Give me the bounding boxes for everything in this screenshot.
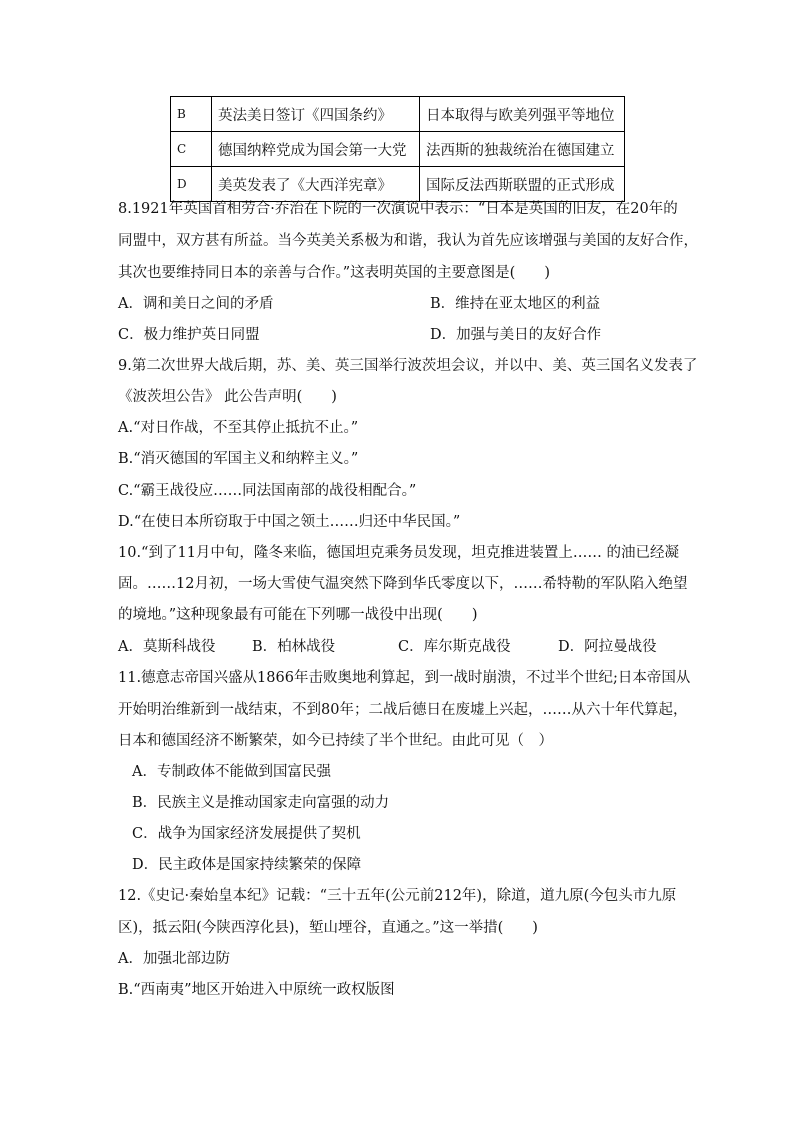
q11-option-d: D．民主政体是国家持续繁荣的保障	[132, 857, 362, 873]
q9-option-d: D.“在使日本所窃取于中国之领土……归还中华民国。”	[118, 514, 461, 530]
table-cell-event: 德国纳粹党成为国会第一大党	[212, 132, 420, 167]
table-cell-letter: B	[171, 97, 212, 132]
table-cell-result: 日本取得与欧美列强平等地位	[420, 97, 625, 132]
q10-option-d: D．阿拉曼战役	[558, 639, 657, 655]
q8-option-a: A．调和美日之间的矛盾	[118, 296, 274, 312]
q10-option-a: A．莫斯科战役	[118, 639, 216, 655]
question-8-text: 8.1921年英国首相劳合·乔治在下院的一次演说中表示：“日本是英国的旧友，在20年的	[118, 201, 678, 217]
table-row	[171, 132, 625, 167]
question-9-text: 9.第二次世界大战后期，苏、美、英三国举行波茨坦会议，并以中、美、英三国名义发表了	[118, 358, 698, 374]
table-cell-event: 美英发表了《大西洋宪章》	[212, 167, 420, 202]
table-row	[171, 167, 625, 202]
q12-option-b: B.“西南夷”地区开始进入中原统一政权版图	[118, 982, 395, 998]
table-cell-event: 英法美日签订《四国条约》	[212, 97, 420, 132]
question-11-text: 开始明治维新到一战结束，不到80年；二战后德日在废墟上兴起，……从六十年代算起，	[118, 702, 688, 718]
question-9-text: 《波茨坦公告》 此公告声明( )	[118, 389, 337, 405]
question-8-text: 其次也要维持同日本的亲善与合作。”这表明英国的主要意图是( )	[118, 265, 550, 281]
q11-option-c: C．战争为国家经济发展提供了契机	[132, 826, 361, 842]
table-cell-result: 国际反法西斯联盟的正式形成	[420, 167, 625, 202]
q8-option-c: C．极力维护英日同盟	[118, 327, 260, 343]
question-8-text: 同盟中，双方甚有所益。当今英美关系极为和谐，我认为首先应该增强与美国的友好合作，	[118, 233, 698, 249]
q9-option-c: C.“霸王战役应……同法国南部的战役相配合。”	[118, 483, 417, 499]
table-cell-letter: D	[171, 167, 212, 202]
question-10-text: 的境地。”这种现象最有可能在下列哪一战役中出现( )	[118, 607, 478, 623]
q9-option-b: B.“消灭德国的军国主义和纳粹主义。”	[118, 451, 359, 467]
options-table	[170, 96, 625, 202]
question-11-text: 11.德意志帝国兴盛从1866年击败奥地利算起，到一战时崩溃，不过半个世纪;日本帝国从	[118, 670, 691, 686]
question-11-text: 日本和德国经济不断繁荣，如今已持续了半个世纪。由此可见（ ）	[118, 733, 553, 749]
q10-option-b: B．柏林战役	[252, 639, 336, 655]
q12-option-a: A．加强北部边防	[118, 951, 230, 967]
question-12-text: 区)，抵云阳(今陕西淳化县)，堑山堙谷，直通之。”这一举措( )	[118, 920, 538, 936]
q9-option-a: A.“对日作战，不至其停止抵抗不止。”	[118, 420, 359, 436]
question-10-text: 10.“到了11月中旬，隆冬来临，德国坦克乘务员发现，坦克推进装置上…… 的油已经凝	[118, 545, 680, 561]
table-cell-letter: C	[171, 132, 212, 167]
question-12-text: 12.《史记·秦始皇本纪》记载：“三十五年(公元前212年)，除道，道九原(今包头市九原	[118, 888, 677, 904]
q10-option-c: C．库尔斯克战役	[398, 639, 511, 655]
q8-option-b: B．维持在亚太地区的利益	[430, 296, 601, 312]
q11-option-a: A．专制政体不能做到国富民强	[132, 764, 331, 780]
question-10-text: 固。……12月初，一场大雪使气温突然下降到华氏零度以下，……希特勒的军队陷入绝望	[118, 576, 688, 592]
q11-option-b: B．民族主义是推动国家走向富强的动力	[132, 795, 390, 811]
q8-option-d: D．加强与美日的友好合作	[430, 327, 602, 343]
table-cell-result: 法西斯的独裁统治在德国建立	[420, 132, 625, 167]
table-row	[171, 97, 625, 132]
